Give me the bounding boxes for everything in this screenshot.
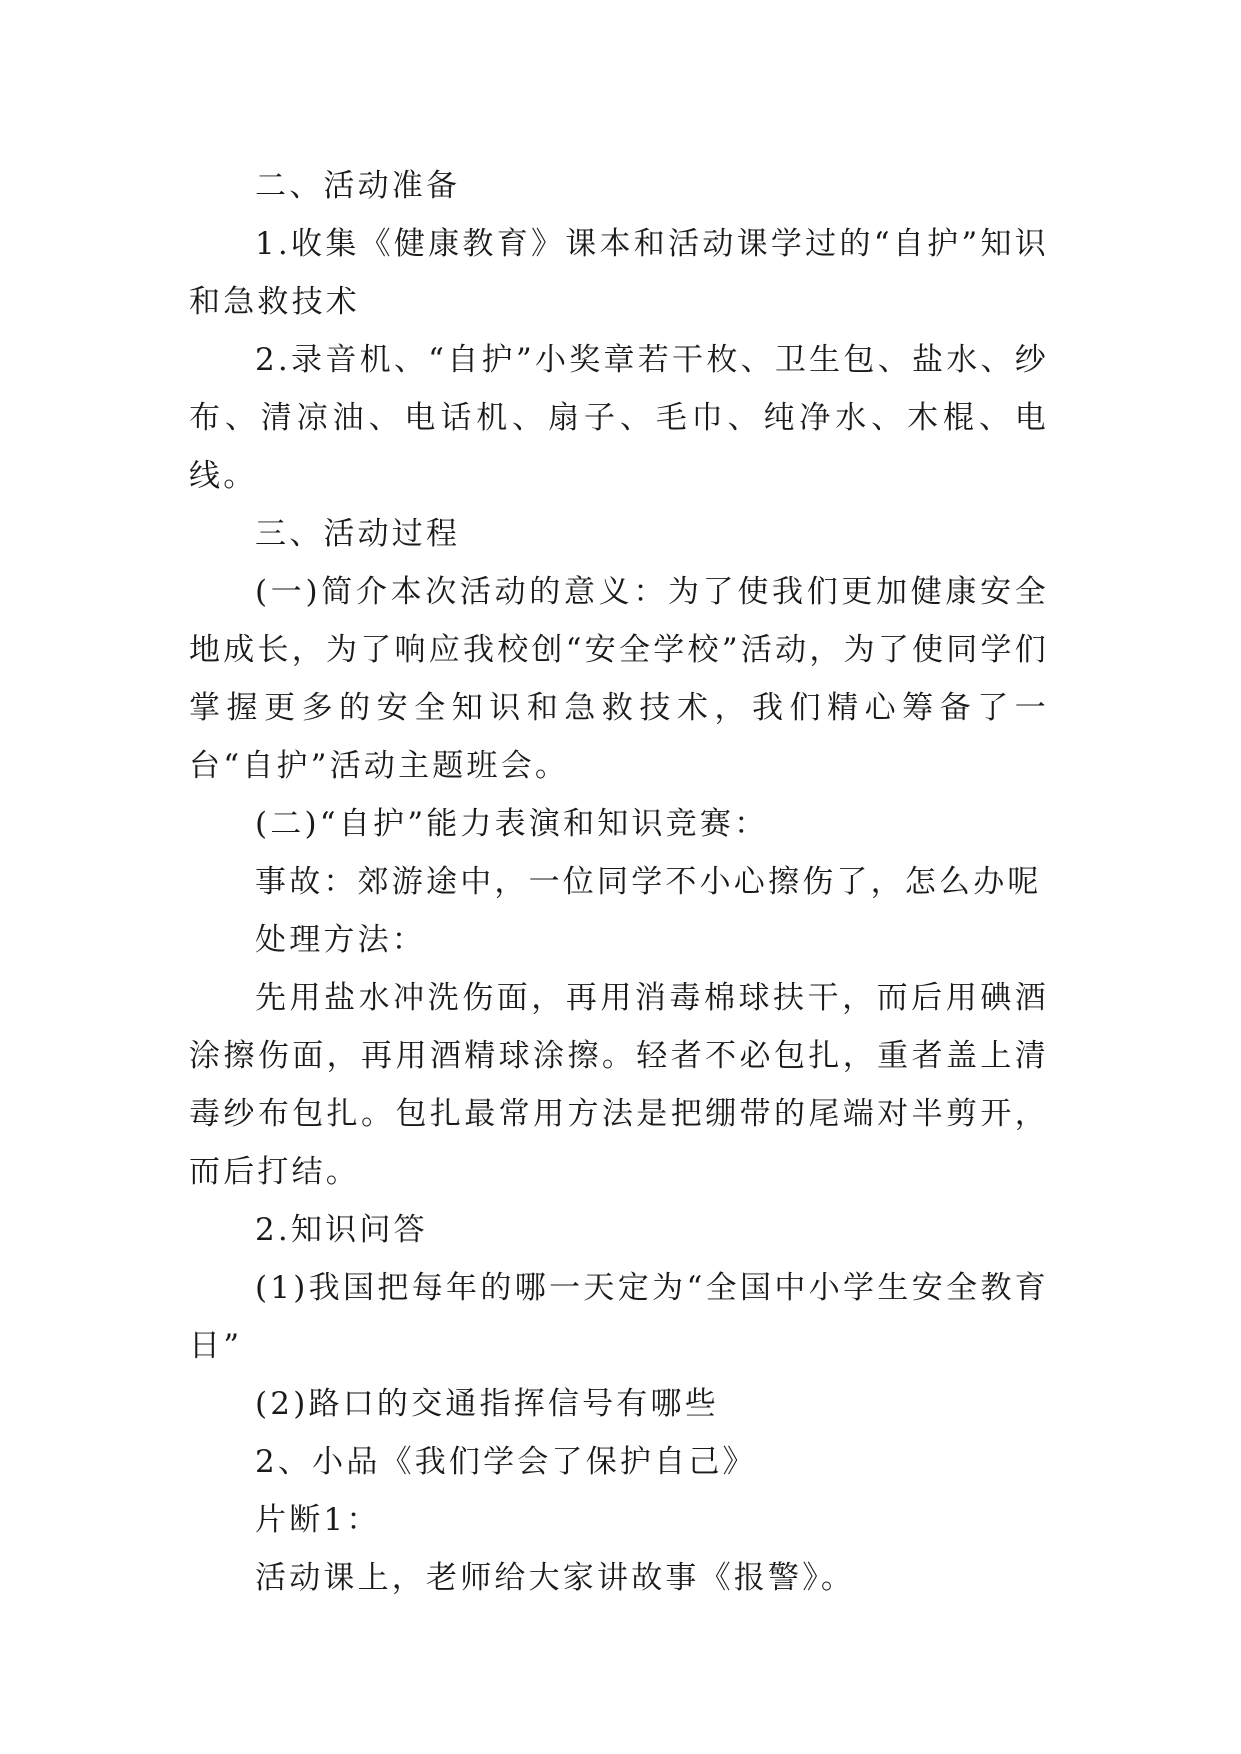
skit-fragment-text: 活动课上，老师给大家讲故事《报警》。 <box>255 1560 856 1596</box>
skit-heading: 2、小品《我们学会了保护自己》 <box>255 1444 757 1480</box>
preparation-item-2: 2.录音机、“自护”小奖章若干枚、卫生包、盐水、纱布、清凉油、电话机、扇子、毛巾、纯净水、木棍、电线。 <box>189 342 1049 494</box>
quiz-heading: 2.知识问答 <box>255 1212 428 1248</box>
document-body <box>189 157 1049 1607</box>
process-intro-paragraph: (一)简介本次活动的意义：为了使我们更加健康安全地成长，为了响应我校创“安全学校”活动，为了使同学们掌握更多的安全知识和急救技术，我们精心筹备了一台“自护”活动主题班会。 <box>189 574 1049 784</box>
quiz-question-2: (2)路口的交通指挥信号有哪些 <box>255 1386 719 1422</box>
treatment-heading: 处理方法： <box>255 922 426 958</box>
process-subheading-2: (二)“自护”能力表演和知识竞赛： <box>255 806 769 842</box>
preparation-item-1: 1.收集《健康教育》课本和活动课学过的“自护”知识和急救技术 <box>189 226 1049 320</box>
section-heading-preparation: 二、活动准备 <box>255 168 461 204</box>
skit-fragment-label: 片断1： <box>255 1502 381 1538</box>
quiz-question-1: (1)我国把每年的哪一天定为“全国中小学生安全教育日” <box>189 1270 1049 1364</box>
treatment-paragraph: 先用盐水冲洗伤面，再用消毒棉球扶干，而后用碘酒涂擦伤面，再用酒精球涂擦。轻者不必包扎，重者盖上清毒纱布包扎。包扎最常用方法是把绷带的尾端对半剪开，而后打结。 <box>189 980 1049 1190</box>
accident-scenario: 事故：郊游途中，一位同学不小心擦伤了，怎么办呢 <box>255 864 1042 900</box>
section-heading-process: 三、活动过程 <box>255 516 461 552</box>
